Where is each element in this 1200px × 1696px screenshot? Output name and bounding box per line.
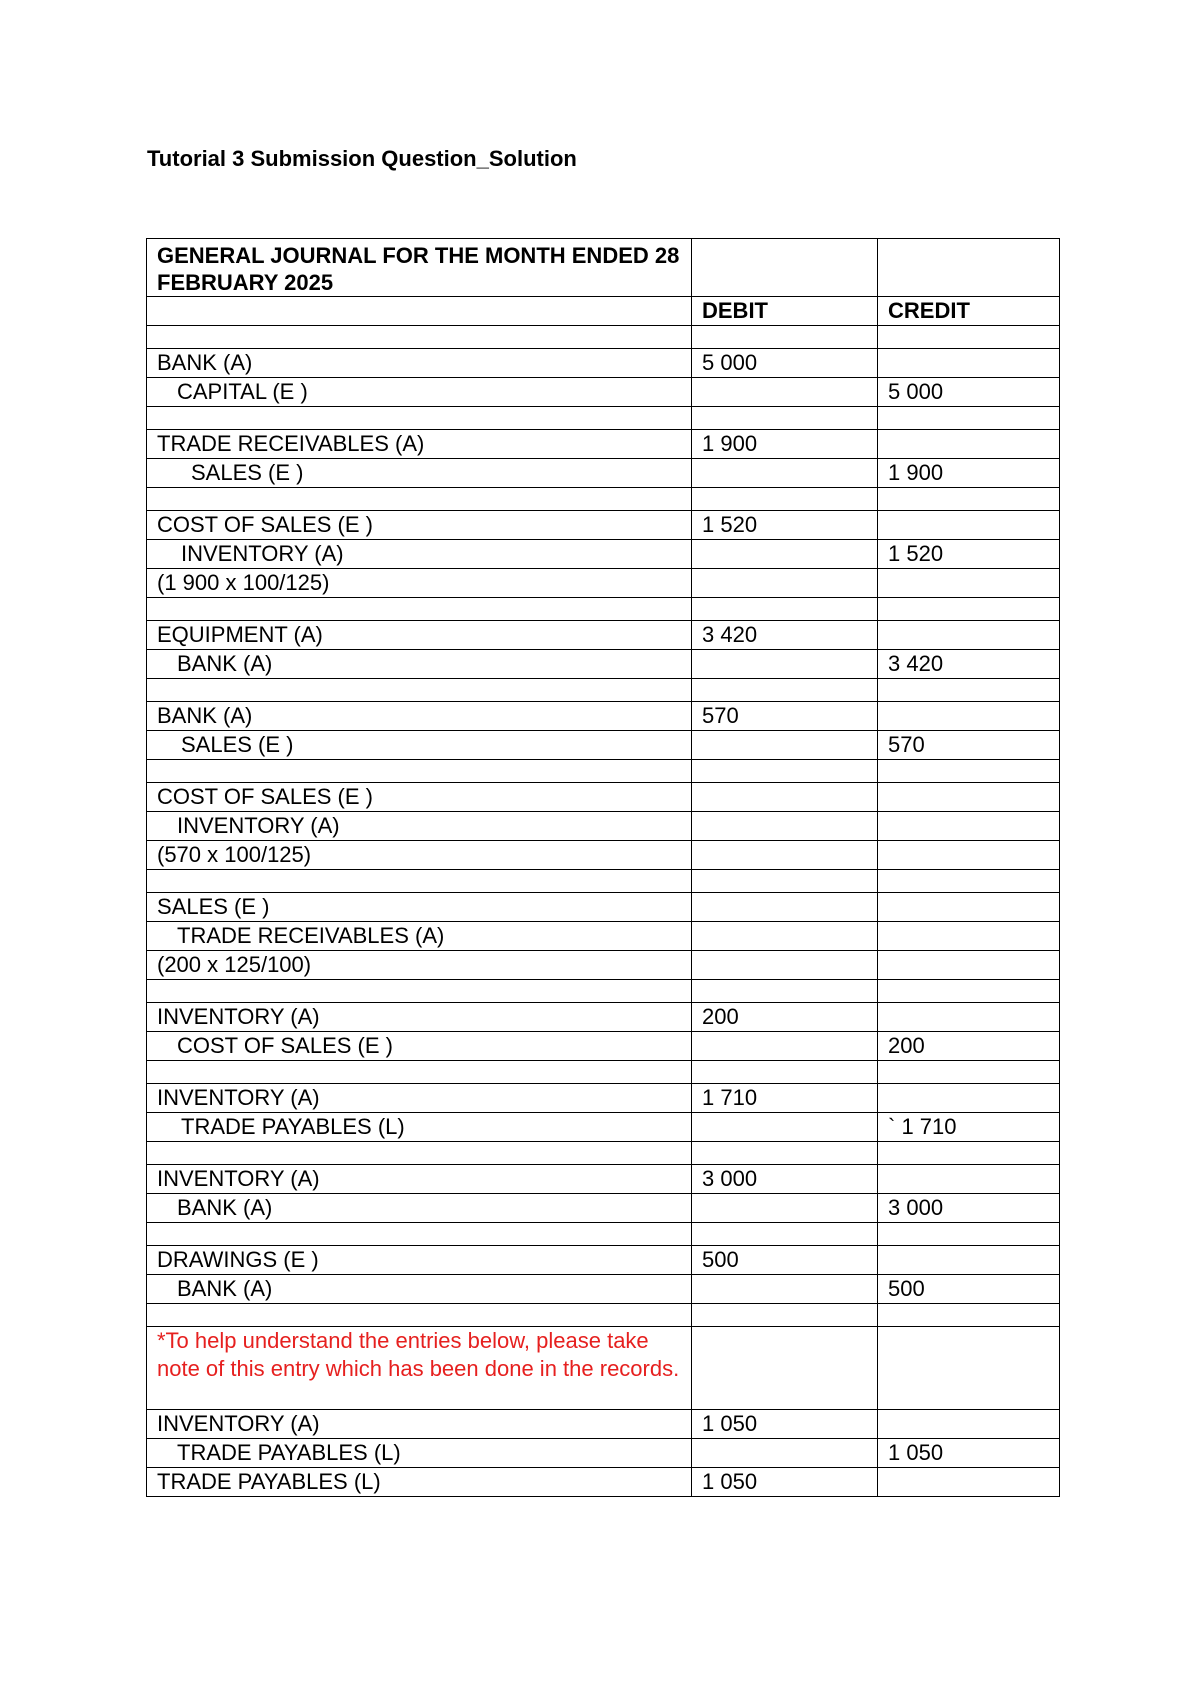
entry-credit: 1 050	[878, 1439, 1060, 1468]
entry-account: SALES (E )	[147, 731, 692, 760]
entry-account: BANK (A)	[147, 349, 692, 378]
blank-row	[147, 407, 1060, 430]
blank-row	[147, 1142, 1060, 1165]
entry-debit	[692, 1032, 878, 1061]
entry-account: SALES (E )	[147, 459, 692, 488]
debit-header: DEBIT	[692, 297, 878, 326]
blank-row	[147, 760, 1060, 783]
entry-credit	[878, 783, 1060, 812]
entry-calculation: (1 900 x 100/125)	[147, 569, 692, 598]
entry-debit	[692, 812, 878, 841]
entry-debit	[692, 459, 878, 488]
blank-row	[147, 1304, 1060, 1327]
table-row	[147, 951, 1060, 980]
blank-row	[147, 679, 1060, 702]
entry-credit: ` 1 710	[878, 1113, 1060, 1142]
entry-account: TRADE RECEIVABLES (A)	[147, 430, 692, 459]
entry-credit: 3 420	[878, 650, 1060, 679]
entry-credit: 5 000	[878, 378, 1060, 407]
note-text: *To help understand the entries below, please take note of this entry which has been done in the records.	[147, 1327, 692, 1410]
entry-credit: 1 900	[878, 459, 1060, 488]
entry-credit	[878, 1165, 1060, 1194]
entry-account: INVENTORY (A)	[147, 1003, 692, 1032]
entry-account: INVENTORY (A)	[147, 1165, 692, 1194]
entry-debit	[692, 1113, 878, 1142]
blank-row	[147, 326, 1060, 349]
journal-heading: GENERAL JOURNAL FOR THE MONTH ENDED 28 FEBRUARY 2025	[147, 239, 692, 297]
table-row	[147, 1194, 1060, 1223]
entry-credit: 1 520	[878, 540, 1060, 569]
entry-account: CAPITAL (E )	[147, 378, 692, 407]
entry-account: COST OF SALES (E )	[147, 783, 692, 812]
entry-credit	[878, 1084, 1060, 1113]
entry-credit	[878, 1246, 1060, 1275]
entry-credit	[878, 951, 1060, 980]
entry-calculation: (570 x 100/125)	[147, 841, 692, 870]
entry-credit	[878, 812, 1060, 841]
document-title: Tutorial 3 Submission Question_Solution	[147, 146, 577, 171]
table-row	[147, 1410, 1060, 1439]
journal-heading-row	[147, 239, 1060, 297]
entry-debit: 1 050	[692, 1410, 878, 1439]
entry-credit: 500	[878, 1275, 1060, 1304]
entry-debit: 570	[692, 702, 878, 731]
entry-debit	[692, 893, 878, 922]
entry-account: BANK (A)	[147, 1275, 692, 1304]
entry-debit	[692, 841, 878, 870]
entry-debit	[692, 1439, 878, 1468]
blank-row	[147, 870, 1060, 893]
entry-credit	[878, 511, 1060, 540]
heading-debit-cell	[692, 239, 878, 297]
entry-credit	[878, 702, 1060, 731]
entry-debit	[692, 951, 878, 980]
entry-debit	[692, 569, 878, 598]
table-row	[147, 430, 1060, 459]
table-row	[147, 702, 1060, 731]
column-header-row	[147, 297, 1060, 326]
table-row	[147, 1439, 1060, 1468]
entry-debit: 1 710	[692, 1084, 878, 1113]
entry-credit	[878, 1003, 1060, 1032]
table-row	[147, 650, 1060, 679]
entry-debit	[692, 540, 878, 569]
table-row	[147, 1275, 1060, 1304]
table-row	[147, 349, 1060, 378]
credit-header: CREDIT	[878, 297, 1060, 326]
blank-row	[147, 488, 1060, 511]
note-row	[147, 1327, 1060, 1410]
entry-credit	[878, 1327, 1060, 1410]
entry-account: INVENTORY (A)	[147, 1084, 692, 1113]
entry-debit: 1 520	[692, 511, 878, 540]
entry-debit	[692, 922, 878, 951]
entry-account: TRADE RECEIVABLES (A)	[147, 922, 692, 951]
entry-debit	[692, 783, 878, 812]
table-row	[147, 1084, 1060, 1113]
table-row	[147, 511, 1060, 540]
entry-account: INVENTORY (A)	[147, 812, 692, 841]
entry-credit	[878, 1468, 1060, 1497]
entry-account: DRAWINGS (E )	[147, 1246, 692, 1275]
table-row	[147, 621, 1060, 650]
table-row	[147, 459, 1060, 488]
table-row	[147, 893, 1060, 922]
table-row	[147, 812, 1060, 841]
entry-credit: 570	[878, 731, 1060, 760]
blank-row	[147, 598, 1060, 621]
entry-credit	[878, 922, 1060, 951]
entry-debit: 500	[692, 1246, 878, 1275]
entry-account: INVENTORY (A)	[147, 540, 692, 569]
table-row	[147, 731, 1060, 760]
entry-credit	[878, 430, 1060, 459]
entry-debit: 1 900	[692, 430, 878, 459]
entry-account: TRADE PAYABLES (L)	[147, 1468, 692, 1497]
entry-debit	[692, 1194, 878, 1223]
entry-account: INVENTORY (A)	[147, 1410, 692, 1439]
table-row	[147, 1113, 1060, 1142]
entry-account: SALES (E )	[147, 893, 692, 922]
table-row	[147, 1468, 1060, 1497]
entry-account: TRADE PAYABLES (L)	[147, 1113, 692, 1142]
entry-credit: 3 000	[878, 1194, 1060, 1223]
entry-debit: 200	[692, 1003, 878, 1032]
table-row	[147, 1032, 1060, 1061]
entry-debit: 1 050	[692, 1468, 878, 1497]
entry-calculation: (200 x 125/100)	[147, 951, 692, 980]
entry-credit: 200	[878, 1032, 1060, 1061]
entry-credit	[878, 569, 1060, 598]
column-header-desc	[147, 297, 692, 326]
entry-account: BANK (A)	[147, 650, 692, 679]
table-row	[147, 922, 1060, 951]
entry-debit	[692, 1275, 878, 1304]
entry-debit	[692, 731, 878, 760]
entry-credit	[878, 841, 1060, 870]
table-row	[147, 540, 1060, 569]
entry-debit	[692, 650, 878, 679]
entry-credit	[878, 621, 1060, 650]
entry-debit	[692, 1327, 878, 1410]
table-row	[147, 378, 1060, 407]
entry-credit	[878, 349, 1060, 378]
heading-credit-cell	[878, 239, 1060, 297]
table-row	[147, 783, 1060, 812]
entry-account: TRADE PAYABLES (L)	[147, 1439, 692, 1468]
entry-credit	[878, 1410, 1060, 1439]
entry-account: BANK (A)	[147, 1194, 692, 1223]
entry-debit	[692, 378, 878, 407]
blank-row	[147, 1061, 1060, 1084]
entry-debit: 3 420	[692, 621, 878, 650]
table-row	[147, 1165, 1060, 1194]
table-row	[147, 841, 1060, 870]
general-journal-table	[146, 238, 1060, 1497]
entry-debit: 5 000	[692, 349, 878, 378]
entry-debit: 3 000	[692, 1165, 878, 1194]
blank-row	[147, 1223, 1060, 1246]
entry-account: BANK (A)	[147, 702, 692, 731]
table-row	[147, 569, 1060, 598]
entry-credit	[878, 893, 1060, 922]
table-row	[147, 1246, 1060, 1275]
entry-account: EQUIPMENT (A)	[147, 621, 692, 650]
blank-row	[147, 980, 1060, 1003]
entry-account: COST OF SALES (E )	[147, 1032, 692, 1061]
entry-account: COST OF SALES (E )	[147, 511, 692, 540]
table-row	[147, 1003, 1060, 1032]
